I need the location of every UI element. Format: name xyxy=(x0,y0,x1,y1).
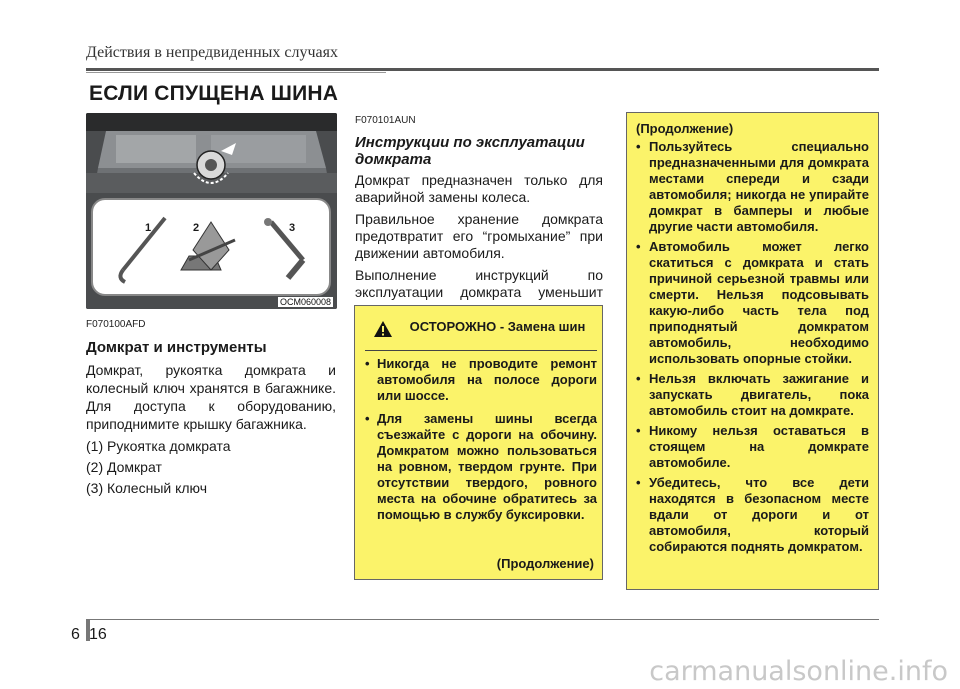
warning-bullet: • Никогда не проводите ремонт автомобиля на полосе дороги или шоссе. xyxy=(365,356,597,404)
middle-column xyxy=(355,112,603,323)
header-rule xyxy=(86,68,879,71)
continuation-bullet: • Никому нельзя оставаться в стоящем на домкрате автомобиле. xyxy=(636,423,869,471)
continuation-bullet: • Нельзя включать зажигание и запускать двигатель, пока автомобиль стоит на домкрате. xyxy=(636,371,869,419)
continuation-list xyxy=(636,139,869,559)
figure-code: OCM060008 xyxy=(279,297,331,307)
callout-3: 3 xyxy=(289,222,296,234)
callout-1: 1 xyxy=(145,222,152,234)
continuation-label: (Продолжение) xyxy=(636,121,734,136)
section-number: 6 xyxy=(71,626,80,643)
middle-code: F070101AUN xyxy=(355,115,416,126)
tools-inset xyxy=(91,198,331,296)
middle-paragraph: Выполнение инструкций по эксплуатации домкрата уменьшит xyxy=(355,267,603,300)
warning-box xyxy=(354,305,603,580)
header-rule-thin xyxy=(86,72,386,73)
list-item: (2) Домкрат xyxy=(86,459,162,475)
left-code: F070100AFD xyxy=(86,319,146,330)
left-paragraph: Домкрат, рукоятка домкрата и колесный ключ хранятся в багажнике. Для доступа к оборудованию, приподнимите крышку багажника. xyxy=(86,362,336,432)
warning-triangle-icon xyxy=(373,320,393,338)
middle-heading: Инструкции по эксплуатации домкрата xyxy=(355,134,585,168)
watermark: carmanualsonline.info xyxy=(649,656,948,687)
middle-paragraph: Домкрат предназначен только для аварийной замены колеса. xyxy=(355,172,603,205)
left-column xyxy=(86,316,336,500)
warning-bullet: • Для замены шины всегда съезжайте с дороги на обочину. Домкратом можно пользоваться на ровном, твердом грунте. При отсутствии твердого, ровного места на обочине обратитесь за помощью в службу буксировки. xyxy=(365,411,597,523)
left-heading: Домкрат и инструменты xyxy=(86,339,267,356)
middle-paragraph: Правильное хранение домкрата предотвратит его “громыхание” при движении автомобиля. xyxy=(355,211,603,261)
continuation-bullet: • Пользуйтесь специально предназначенными для домкрата местами спереди и сзади автомобиля; никогда не упирайте домкрат в бамперы и любые другие части автомобиля. xyxy=(636,139,869,235)
warning-continued: (Продолжение) xyxy=(496,556,594,571)
continuation-bullet: • Автомобиль может легко скатиться с домкрата и стать причиной серьезной травмы или смерти. Нельзя подсовывать какую-либо часть тела под приподнятый домкратом автомобиль, необходимо использовать опорные стойки. xyxy=(636,239,869,367)
chapter-header: Действия в непредвиденных случаях xyxy=(86,44,338,61)
warning-list xyxy=(365,356,597,530)
tools-drawing xyxy=(93,200,325,290)
warning-title: ОСТОРОЖНО - Замена шин xyxy=(409,319,586,334)
page-number: 16 xyxy=(89,626,107,643)
section-title: ЕСЛИ СПУЩЕНА ШИНА xyxy=(89,82,339,105)
callout-2: 2 xyxy=(193,222,200,234)
trunk-tools-illustration xyxy=(86,113,337,309)
list-item: (1) Рукоятка домкрата xyxy=(86,438,231,454)
footer-rule xyxy=(86,619,879,620)
continuation-box xyxy=(626,112,879,590)
warning-header xyxy=(365,314,597,351)
list-item: (3) Колесный ключ xyxy=(86,480,208,496)
continuation-bullet: • Убедитесь, что все дети находятся в безопасном месте вдали от дороги и от автомобиля, который собираются поднять домкратом. xyxy=(636,475,869,555)
